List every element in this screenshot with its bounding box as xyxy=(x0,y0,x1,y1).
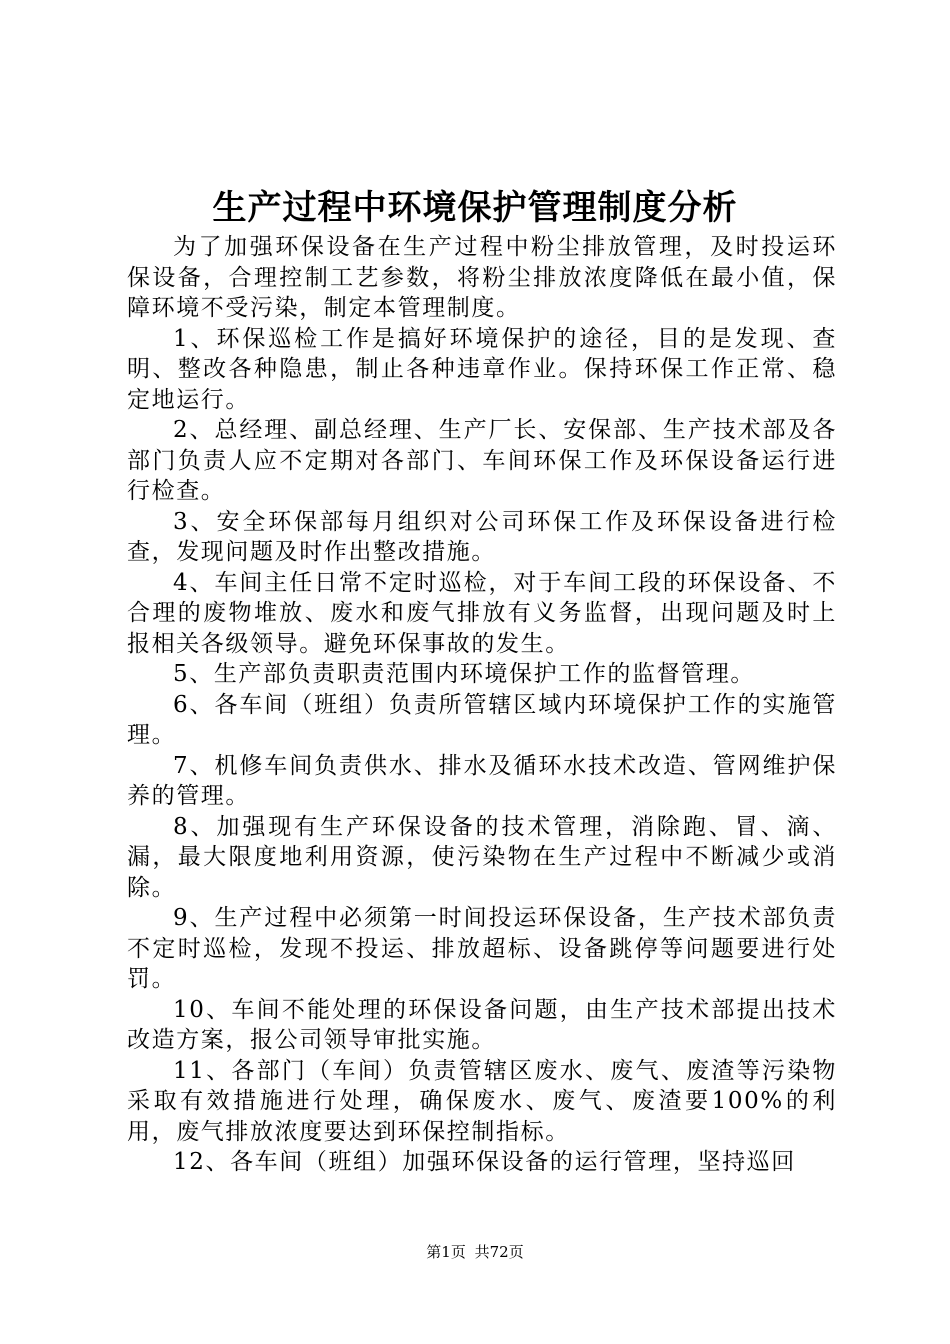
page-total: 共72页 xyxy=(474,1243,524,1261)
paragraph-item-4: 4、车间主任日常不定时巡检，对于车间工段的环保设备、不合理的废物堆放、废水和废气排放有义务监督，出现问题及时上报相关各级领导。避免环保事故的发生。 xyxy=(127,569,837,657)
paragraph-item-8: 8、加强现有生产环保设备的技术管理，消除跑、冒、滴、漏，最大限度地利用资源，使污染物在生产过程中不断减少或消除。 xyxy=(127,813,837,901)
paragraph-intro: 为了加强环保设备在生产过程中粉尘排放管理，及时投运环保设备，合理控制工艺参数，将粉尘排放浓度降低在最小值，保障环境不受污染，制定本管理制度。 xyxy=(127,234,837,321)
paragraph-item-1: 1、环保巡检工作是搞好环境保护的途径，目的是发现、查明、整改各种隐患，制止各种违章作业。保持环保工作正常、稳定地运行。 xyxy=(127,325,837,413)
document-title: 生产过程中环境保护管理制度分析 xyxy=(212,188,738,228)
paragraph-item-3: 3、安全环保部每月组织对公司环保工作及环保设备进行检查，发现问题及时作出整改措施。 xyxy=(127,508,837,565)
paragraph-item-7: 7、机修车间负责供水、排水及循环水技术改造、管网维护保养的管理。 xyxy=(127,752,837,809)
paragraph-item-9: 9、生产过程中必须第一时间投运环保设备，生产技术部负责不定时巡检，发现不投运、排放超标、设备跳停等问题要进行处罚。 xyxy=(127,905,837,992)
paragraph-item-5: 5、生产部负责职责范围内环境保护工作的监督管理。 xyxy=(173,661,756,687)
document-body xyxy=(127,232,837,1178)
paragraph-item-11: 11、各部门（车间）负责管辖区废水、废气、废渣等污染物采取有效措施进行处理，确保废水、废气、废渣要100%的利用，废气排放浓度要达到环保控制指标。 xyxy=(127,1057,837,1145)
paragraph-item-10: 10、车间不能处理的环保设备问题，由生产技术部提出技术改造方案，报公司领导审批实施。 xyxy=(127,996,837,1053)
page-footer xyxy=(0,1241,950,1263)
paragraph-item-6: 6、各车间（班组）负责所管辖区域内环境保护工作的实施管理。 xyxy=(127,691,837,748)
paragraph-item-12: 12、各车间（班组）加强环保设备的运行管理，坚持巡回 xyxy=(173,1149,796,1175)
paragraph-item-2: 2、总经理、副总经理、生产厂长、安保部、生产技术部及各部门负责人应不定期对各部门、车间环保工作及环保设备运行进行检查。 xyxy=(127,417,837,504)
page-number: 第1页 xyxy=(426,1243,466,1261)
